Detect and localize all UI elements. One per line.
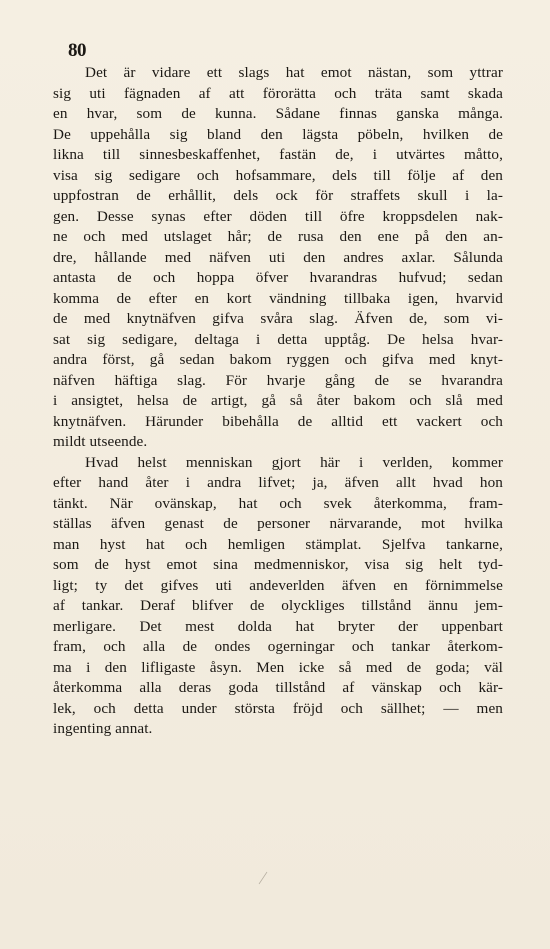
text-line: återkomma alla deras goda tillstånd af vänskap och kär-	[53, 679, 503, 696]
text-line: af tankar. Deraf blifver de olyckliges tillstånd ännu jem-	[53, 597, 503, 614]
text-line: mildt utseende.	[53, 433, 148, 450]
text-line: sat sig sedigare, deltaga i detta upptåg. De helsa hvar-	[53, 330, 503, 348]
text-line: likna till sinnesbeskaffenhet, fastän de, i utvärtes måtto,	[53, 146, 503, 163]
text-line: komma de efter en kort vändning tillbaka igen, hvarvid	[53, 289, 503, 307]
text-line: lek, och detta under största fröjd och sällhet; — men	[53, 699, 503, 717]
text-line: sig uti fägnaden af att förorätta och träta samt skada	[53, 84, 503, 102]
text-line: i ansigtet, helsa de artigt, gå så åter bakom och slå med	[53, 392, 503, 409]
text-line: en hvar, som de kunna. Sådane finnas ganska många.	[53, 105, 503, 122]
text-line: Det är vidare ett slags hat emot nästan, som yttrar	[85, 64, 503, 81]
text-line: ingenting annat.	[53, 720, 153, 737]
page-number: 80	[68, 40, 86, 61]
text-line: ligt; ty det gifves uti andeverlden äfven en förnimmelse	[53, 576, 503, 594]
text-line: ne och med utslaget hår; de rusa den ene på den an-	[53, 228, 503, 245]
text-line: uppfostran de erhållit, dels ock för straffets skull i la-	[53, 187, 503, 204]
text-line: dre, hållande med näfven uti den andres axlar. Sålunda	[53, 248, 503, 266]
text-line: de med knytnäfven gifva svåra slag. Äfven de, som vi-	[53, 310, 503, 327]
text-line: antasta de och hoppa öfver hvarandras hufvud; sedan	[53, 269, 503, 286]
text-line: man hyst hat och hemligen stämplat. Sjelfva tankarne,	[53, 535, 503, 553]
body-text	[53, 63, 503, 740]
text-line: ställas äfven genast de personer närvarande, mot hvilka	[53, 515, 503, 532]
text-line: De uppehålla sig bland den lägsta pöbeln, hvilken de	[53, 125, 503, 143]
text-line: merligare. Det mest dolda hat bryter der uppenbart	[53, 617, 503, 635]
text-line: andra först, gå sedan bakom ryggen och gifva med knyt-	[53, 351, 503, 368]
text-line: gen. Desse synas efter döden till öfre kroppsdelen nak-	[53, 207, 503, 225]
text-line: knytnäfven. Härunder bibehålla de alltid ett vackert och	[53, 412, 503, 430]
text-line: Hvad helst menniskan gjort här i verlden, kommer	[85, 453, 503, 471]
text-line: efter hand åter i andra lifvet; ja, äfven allt hvad hon	[53, 474, 503, 491]
text-line: som de hyst emot sina medmenniskor, visa sig helt tyd-	[53, 556, 503, 573]
text-line: tänkt. När ovänskap, hat och svek återkomma, fram-	[53, 494, 503, 512]
text-line: ma i den lifligaste åsyn. Men icke så med de goda; väl	[53, 658, 503, 676]
ink-mark	[258, 871, 268, 885]
text-line: näfven häftiga slag. För hvarje gång de se hvarandra	[53, 371, 503, 389]
text-line: visa sig sedigare och hofsammare, dels till följe af den	[53, 166, 503, 184]
text-line: fram, och alla de ondes ogerningar och tankar återkom-	[53, 638, 503, 655]
